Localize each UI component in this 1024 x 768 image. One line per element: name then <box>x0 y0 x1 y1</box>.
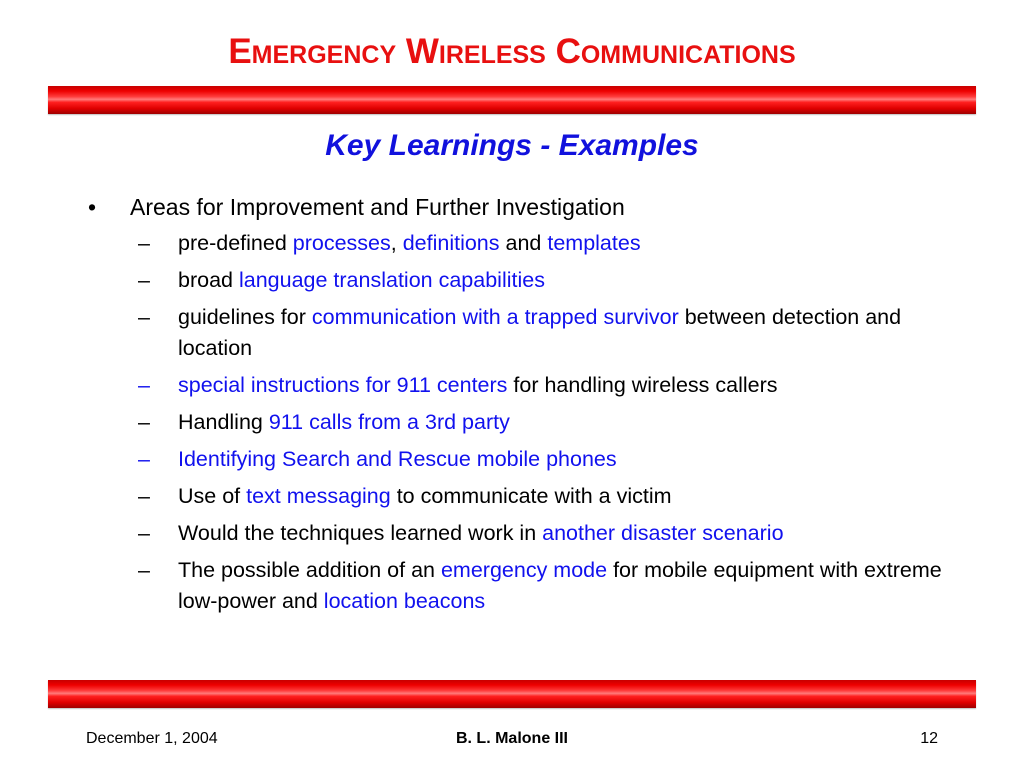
bullet-level2 <box>82 265 962 296</box>
highlighted-term: another disaster scenario <box>542 521 784 545</box>
bullet-level2 <box>82 555 962 617</box>
bullet-level2 <box>82 444 962 475</box>
body-text: Use of <box>178 484 247 508</box>
bullet-level2-text <box>178 373 778 397</box>
highlighted-term: definitions <box>402 231 500 255</box>
bullet-marker-icon: – <box>138 521 150 545</box>
bullet-marker-icon: – <box>138 558 150 582</box>
bullet-level2 <box>82 228 962 259</box>
highlighted-term: processes <box>292 231 391 255</box>
highlighted-term: location beacons <box>323 589 486 613</box>
highlighted-term: emergency mode <box>440 558 608 582</box>
body-text: Handling <box>178 410 269 434</box>
page-title: Emergency Wireless Communications <box>228 32 796 71</box>
bullet-marker-icon: – <box>138 231 150 255</box>
bullet-level2 <box>82 518 962 549</box>
slide-footer <box>0 730 1024 752</box>
bullet-level1-text: Areas for Improvement and Further Investigation <box>130 194 625 220</box>
bullet-level2-text <box>178 305 901 360</box>
bullet-level2-text <box>178 410 510 434</box>
body-text: , <box>390 231 403 255</box>
footer-divider-bar <box>48 680 976 708</box>
bullet-marker-icon: – <box>138 484 150 508</box>
body-text: to communicate with a victim <box>390 484 672 508</box>
body-text: and <box>499 231 548 255</box>
bullet-level2-text <box>178 268 545 292</box>
highlighted-term: templates <box>547 231 641 255</box>
slide-body <box>82 192 962 623</box>
highlighted-term: text messaging <box>246 484 391 508</box>
body-text: for handling wireless callers <box>507 373 778 397</box>
bullet-level2 <box>82 481 962 512</box>
bullet-marker-icon: – <box>138 410 150 434</box>
bullet-level2 <box>82 370 962 401</box>
bullet-level1 <box>82 192 962 222</box>
footer-page-number: 12 <box>920 730 938 747</box>
header-divider-bar <box>48 86 976 114</box>
bullet-level2 <box>82 302 962 364</box>
highlighted-term: language translation capabilities <box>238 268 545 292</box>
bullet-level2-list <box>82 228 962 617</box>
slide-subtitle: Key Learnings - Examples <box>325 129 699 162</box>
bullet-level2-text <box>178 558 942 613</box>
body-text: guidelines for <box>178 305 312 329</box>
bullet-level2-text <box>178 231 641 255</box>
highlighted-term: communication with a trapped survivor <box>311 305 679 329</box>
bullet-marker-icon: – <box>138 268 150 292</box>
bullet-level2-text <box>178 521 784 545</box>
bullet-marker-icon: – <box>138 447 150 471</box>
body-text: between detection and location <box>178 305 902 360</box>
body-text: The possible addition of an <box>178 558 441 582</box>
highlighted-term: Identifying Search and Rescue mobile phones <box>178 447 617 471</box>
bullet-level2 <box>82 407 962 438</box>
highlighted-term: special instructions for 911 centers <box>178 373 508 397</box>
bullet-marker-icon: – <box>138 373 150 397</box>
bullet-level2-text <box>178 484 672 508</box>
body-text: pre-defined <box>178 231 293 255</box>
bullet-marker-icon: – <box>138 305 150 329</box>
body-text: Would the techniques learned work in <box>178 521 543 545</box>
body-text: for mobile equipment with extreme low-power and <box>178 558 942 613</box>
footer-author: B. L. Malone III <box>455 730 568 747</box>
body-text: broad <box>178 268 239 292</box>
bullet-level2-text <box>178 447 617 471</box>
bullet-marker-icon: • <box>88 194 97 220</box>
highlighted-term: 911 calls from a 3rd party <box>268 410 510 434</box>
footer-date: December 1, 2004 <box>86 730 218 747</box>
